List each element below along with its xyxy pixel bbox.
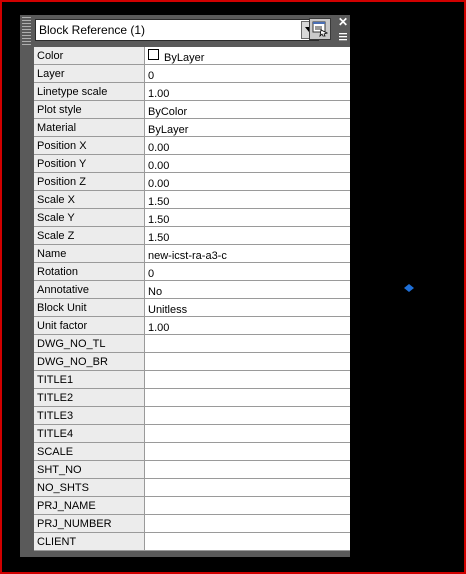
property-row[interactable] [34,353,350,371]
property-value[interactable] [145,263,351,281]
property-value[interactable] [145,389,351,407]
property-value[interactable] [145,227,351,245]
property-name: Layer [34,65,145,83]
property-value[interactable] [145,407,351,425]
property-name: Plot style [34,101,145,119]
property-name: PRJ_NUMBER [34,515,145,533]
property-row[interactable] [34,407,350,425]
property-name: SCALE [34,443,145,461]
property-row[interactable] [34,281,350,299]
property-value-text: 0.00 [148,159,170,172]
property-value[interactable] [145,281,351,299]
property-value-text: ByColor [148,105,188,118]
property-value[interactable] [145,209,351,227]
property-name: Name [34,245,145,263]
property-name: TITLE3 [34,407,145,425]
property-row[interactable] [34,299,350,317]
property-name: TITLE1 [34,371,145,389]
property-row[interactable] [34,101,350,119]
property-name: DWG_NO_BR [34,353,145,371]
property-row[interactable] [34,443,350,461]
property-name: NO_SHTS [34,479,145,497]
property-row[interactable] [34,371,350,389]
property-value[interactable] [145,443,351,461]
property-value-text: 0.00 [148,177,170,190]
property-name: TITLE4 [34,425,145,443]
property-name: TITLE2 [34,389,145,407]
property-row[interactable] [34,227,350,245]
object-type-select[interactable] [35,19,319,41]
property-value[interactable] [145,47,351,65]
property-value[interactable] [145,335,351,353]
property-row[interactable] [34,389,350,407]
property-row[interactable] [34,119,350,137]
property-row[interactable] [34,47,350,65]
property-value-text: 0 [148,267,155,280]
property-value[interactable] [145,497,351,515]
property-value[interactable] [145,65,351,83]
property-row[interactable] [34,83,350,101]
property-name: Material [34,119,145,137]
property-value[interactable] [145,245,351,263]
property-value[interactable] [145,461,351,479]
property-value-text: No [148,285,163,298]
property-value-text: 0 [148,69,155,82]
properties-grid [34,47,350,551]
property-name: Color [34,47,145,65]
quick-select-button[interactable] [309,18,331,40]
palette-drag-handle[interactable] [22,17,31,45]
property-name: Block Unit [34,299,145,317]
property-value-text: ByLayer [164,52,205,64]
property-value-text: Unitless [148,303,188,316]
property-value-text: 1.00 [148,87,170,100]
property-name: Unit factor [34,317,145,335]
property-value-text: 0.00 [148,141,170,154]
object-type-value: Block Reference (1) [39,23,146,37]
property-row[interactable] [34,173,350,191]
property-row[interactable] [34,497,350,515]
property-row[interactable] [34,65,350,83]
property-row[interactable] [34,425,350,443]
property-name: Scale X [34,191,145,209]
property-value[interactable] [145,83,351,101]
property-name: Linetype scale [34,83,145,101]
property-value[interactable] [145,479,351,497]
property-name: Position X [34,137,145,155]
property-value[interactable] [145,155,351,173]
property-row[interactable] [34,335,350,353]
property-row[interactable] [34,191,350,209]
property-name: DWG_NO_TL [34,335,145,353]
property-value[interactable] [145,425,351,443]
property-value[interactable] [145,299,351,317]
property-value-text: 1.50 [148,213,170,226]
property-name: CLIENT [34,533,145,551]
property-name: Annotative [34,281,145,299]
property-value[interactable] [145,173,351,191]
palette-menu-icon[interactable] [338,31,348,41]
property-row[interactable] [34,137,350,155]
property-name: Rotation [34,263,145,281]
property-row[interactable] [34,155,350,173]
close-icon[interactable]: ✕ [338,15,349,29]
grip-marker-icon[interactable] [404,284,414,292]
property-name: Position Y [34,155,145,173]
quick-select-icon [312,21,328,37]
property-value-text: 1.50 [148,195,170,208]
property-row[interactable] [34,263,350,281]
color-swatch-icon [148,49,159,60]
property-value[interactable] [145,191,351,209]
properties-palette [20,15,350,557]
property-row[interactable] [34,317,350,335]
property-value[interactable] [145,137,351,155]
property-value-text: ByLayer [148,123,189,136]
property-value[interactable] [145,353,351,371]
property-value[interactable] [145,371,351,389]
property-name: SHT_NO [34,461,145,479]
property-name: Position Z [34,173,145,191]
property-row[interactable] [34,533,350,551]
property-value-text: 1.00 [148,321,170,334]
property-row[interactable] [34,515,350,533]
property-name: PRJ_NAME [34,497,145,515]
property-row[interactable] [34,209,350,227]
property-value-text: new-icst-ra-a3-c [148,249,227,262]
property-name: Scale Y [34,209,145,227]
property-row[interactable] [34,245,350,263]
property-value[interactable] [145,119,351,137]
property-row[interactable] [34,479,350,497]
property-value[interactable] [145,515,351,533]
property-value[interactable] [145,317,351,335]
property-row[interactable] [34,461,350,479]
property-value[interactable] [145,533,351,551]
property-value-text: 1.50 [148,231,170,244]
property-name: Scale Z [34,227,145,245]
property-value[interactable] [145,101,351,119]
